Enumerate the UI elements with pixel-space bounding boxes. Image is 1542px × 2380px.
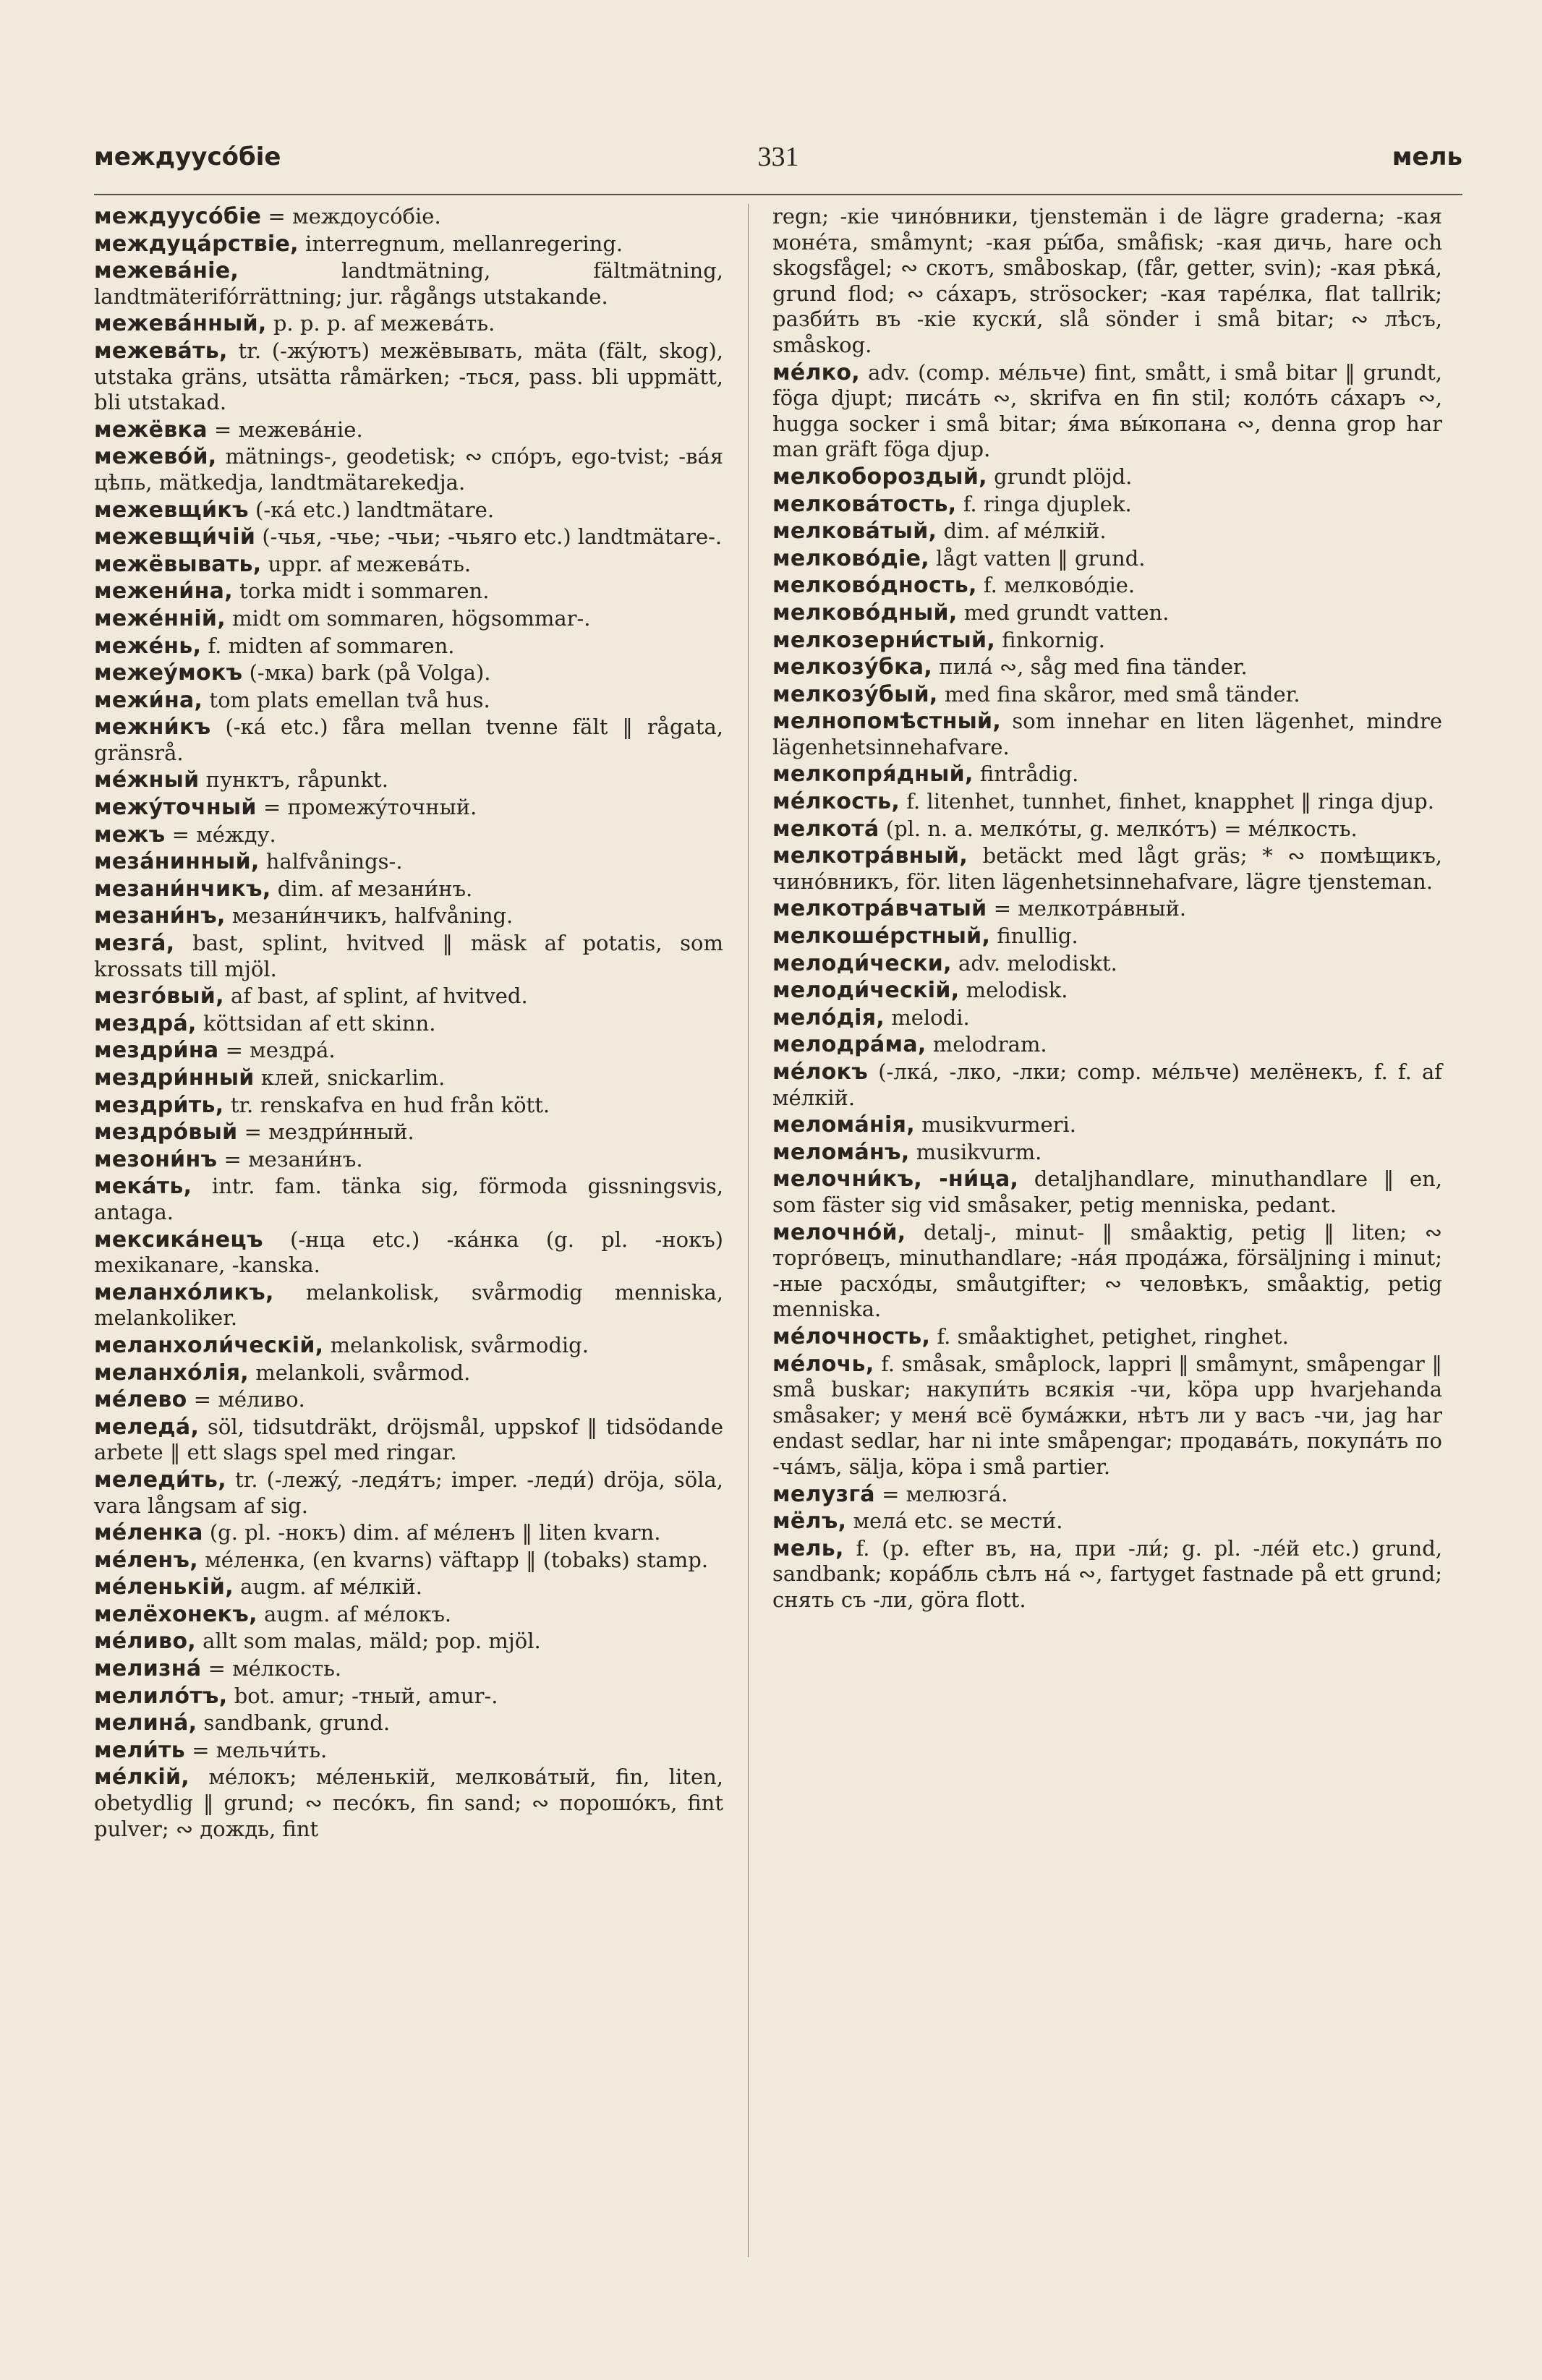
dictionary-entry — [94, 1174, 723, 1225]
dictionary-entry — [94, 1093, 723, 1119]
dictionary-entry — [94, 311, 723, 337]
entry-headword: мелкозýбка, — [772, 654, 933, 681]
entry-headword: мелкотá — [772, 816, 879, 842]
entry-definition: f. midten af sommaren. — [201, 633, 455, 658]
entry-definition: f. мелковóдіе. — [976, 573, 1136, 598]
entry-definition: (-кá etc.) fåra mellan tvenne fält ‖ rågata, gränsrå. — [94, 715, 723, 765]
entry-headword: междуцáрствіе, — [94, 231, 299, 257]
dictionary-entry — [94, 1738, 723, 1764]
entry-definition: halfvånings-. — [259, 849, 403, 874]
entry-headword: мелёхонекъ, — [94, 1601, 257, 1627]
entry-definition: = мельчи́ть. — [185, 1737, 328, 1762]
entry-headword: мезáнинный, — [94, 849, 260, 875]
entry-definition: bast, splint, hvitved ‖ mäsk af potatis, som krossats till mjöl. — [94, 931, 723, 981]
dictionary-entry — [94, 660, 723, 686]
dictionary-entry — [94, 579, 723, 605]
entry-definition: fintrådig. — [973, 762, 1079, 787]
entry-headword: мездри́нный — [94, 1065, 255, 1091]
entry-headword: межи́на, — [94, 687, 203, 713]
entry-definition: = междоусóбіе. — [261, 204, 441, 229]
entry-definition: lågt vatten ‖ grund. — [929, 545, 1146, 571]
dictionary-entry — [772, 1324, 1442, 1350]
column-divider — [748, 204, 749, 2257]
dictionary-entry — [772, 1005, 1442, 1031]
dictionary-entry — [94, 634, 723, 660]
entry-headword: межёвывать, — [94, 551, 262, 577]
entry-definition: (-нца etc.) -кáнка (g. pl. -нокъ) mexikanare, -kanska. — [94, 1227, 723, 1278]
entry-definition: = межевáніе. — [207, 417, 363, 442]
entry-headword: мели́ть — [94, 1737, 186, 1763]
dictionary-entry — [94, 984, 723, 1010]
entry-definition: = мелюзгá. — [874, 1481, 1008, 1506]
entry-headword: мелинá, — [94, 1710, 197, 1736]
dictionary-entry — [94, 1656, 723, 1682]
entry-definition: adv. melodiskt. — [951, 950, 1117, 976]
entry-definition: мезани́нчикъ, halfvåning. — [225, 903, 514, 929]
dictionary-entry — [94, 1119, 723, 1146]
dictionary-entry — [94, 524, 723, 550]
dictionary-entry — [94, 258, 723, 310]
entry-definition: = мелкотрáвный. — [987, 896, 1187, 921]
entry-headword: межёвка — [94, 417, 208, 443]
entry-headword: мезони́нъ — [94, 1146, 218, 1172]
entry-headword: мéлко, — [772, 359, 861, 385]
dictionary-entry — [94, 1011, 723, 1037]
entry-headword: мéленъ, — [94, 1547, 198, 1573]
entry-definition: musikvurm. — [909, 1139, 1042, 1164]
dictionary-entry — [772, 492, 1442, 518]
entry-headword: мелкозерни́стый, — [772, 627, 996, 653]
entry-headword: меланхóликъ, — [94, 1279, 274, 1305]
page-number: 331 — [757, 142, 799, 172]
dictionary-entry — [94, 1710, 723, 1736]
entry-headword: мéлкій, — [94, 1765, 190, 1791]
entry-headword: межевóй, — [94, 444, 217, 470]
dictionary-entry — [94, 931, 723, 982]
dictionary-entry — [772, 709, 1442, 760]
entry-headword: межéнь, — [94, 633, 202, 659]
dictionary-entry — [772, 816, 1442, 843]
dictionary-entry — [772, 573, 1442, 599]
dictionary-entry — [94, 767, 723, 793]
entry-definition: мéлокъ; мéленькій, мелковáтый, fin, liten, obetydlig ‖ grund; ∾ песóкъ, fin sand; ∾ порошóкъ, fint pulver; ∾ дождь, fint — [94, 1765, 723, 1841]
dictionary-entry — [772, 896, 1442, 922]
entry-headword: мéливо, — [94, 1629, 196, 1655]
entry-headword: мезгóвый, — [94, 984, 224, 1010]
entry-headword: межевщи́чій — [94, 524, 256, 550]
dictionary-entry — [94, 1629, 723, 1655]
entry-definition: melankoli, svårmod. — [249, 1360, 471, 1385]
entry-definition: = промежýточный. — [256, 795, 477, 820]
dictionary-entry — [94, 822, 723, 848]
entry-headword: мéлево — [94, 1387, 187, 1413]
entry-definition: regn; -кіе чинóвники, tjenstemän i de lägre graderna; -кая монéта, småmynt; -кая ры́ба, småfisk; -кая дичь, hare och skogsfågel; ∾ скотъ, småboskap, (får, getter, svin); -кая рѣкá, grund flod; ∾ сáхаръ, strösocker; -кая тарéлка, flat tallrik; разби́ть въ -кіе куски́, slå sönder i små bitar; ∾ лѣсъ, småskog. — [772, 204, 1442, 357]
entry-definition: p. p. p. af межевáть. — [266, 311, 495, 336]
dictionary-entry — [772, 951, 1442, 977]
entry-headword: мелковóдіе, — [772, 545, 929, 571]
entry-headword: мелковáтый, — [772, 519, 937, 545]
entry-headword: мелочнóй, — [772, 1219, 906, 1245]
dictionary-entry — [94, 1065, 723, 1091]
entry-definition: landtmätning, fältmätning, landtmäterifórrättning; jur. rågångs utstakande. — [94, 258, 723, 309]
entry-headword: междуусóбіе — [94, 204, 262, 229]
entry-headword: мéлокъ — [772, 1059, 869, 1085]
entry-definition: f. (p. efter въ, на, при -ли́; g. pl. -лéй etc.) grund, sandbank; корáбль сѣлъ нá ∾, fartyget fastnade på ett grund; снять съ -ли, göra flott. — [772, 1535, 1442, 1612]
dictionary-entry — [772, 789, 1442, 815]
entry-definition: f. litenhet, tunnhet, finhet, knapphet ‖ ringa djup. — [900, 789, 1434, 814]
dictionary-entry — [772, 360, 1442, 463]
entry-definition: grundt plöjd. — [987, 464, 1133, 489]
entry-headword: мезгá, — [94, 931, 175, 957]
entry-definition: interregnum, mellanregering. — [298, 231, 623, 256]
entry-definition: melankolisk, svårmodig menniska, melankoliker. — [94, 1279, 723, 1331]
entry-headword: мелкопря́дный, — [772, 762, 974, 788]
entry-definition: betäckt med lågt gräs; * ∾ помѣщикъ, чинóвникъ, för. liten lägenhetsinnehafvare, lägre tjensteman. — [772, 843, 1442, 894]
entry-definition: sandbank, grund. — [197, 1710, 391, 1736]
dictionary-entry — [772, 600, 1442, 626]
dictionary-entry — [772, 1352, 1442, 1480]
dictionary-entry — [94, 1147, 723, 1173]
dictionary-entry — [94, 1227, 723, 1279]
entry-definition: intr. fam. tänka sig, förmoda gissningsvis, antaga. — [94, 1174, 723, 1224]
dictionary-entry — [772, 654, 1442, 681]
entry-headword: межевáніе, — [94, 258, 239, 284]
dictionary-entry — [94, 338, 723, 416]
dictionary-entry — [94, 1387, 723, 1413]
entry-headword: мелодрáма, — [772, 1032, 927, 1058]
dictionary-entry — [772, 924, 1442, 950]
entry-definition: adv. (comp. мéльче) fint, smått, i små bitar ‖ grundt, föga djupt; писáть ∾, skrifva en fin stil; колóть сáхаръ ∾, hugga socker i små bitar; я́ма вы́копана ∾, denna grop har man gräft föga djup. — [772, 359, 1442, 462]
entry-definition: f. ringa djuplek. — [956, 491, 1132, 516]
dictionary-entry — [772, 1140, 1442, 1166]
entry-definition: = мездри́нный. — [237, 1119, 414, 1145]
entry-headword: межýточный — [94, 795, 257, 821]
entry-headword: мелкобороздый, — [772, 464, 987, 490]
entry-definition: f. småsak, småplock, lappri ‖ småmynt, småpengar ‖ små buskar; накупи́ть всякія -чи, köpa upp hvarjehanda småsaker; у меня́ всё бумáжки, нѣтъ ли у васъ -чи, jag har endast sedlar, har ni inte småpengar; продавáть, покупáть по -чáмъ, sälja, köpa i små partier. — [772, 1351, 1442, 1479]
dictionary-entry — [94, 498, 723, 524]
entry-headword: мездри́ть, — [94, 1092, 224, 1118]
entry-definition: = мéливо. — [187, 1387, 305, 1412]
dictionary-entry — [94, 1520, 723, 1546]
entry-headword: меланхóлія, — [94, 1360, 249, 1386]
dictionary-entry — [94, 204, 723, 230]
entry-headword: межни́къ — [94, 715, 211, 741]
entry-definition: мелá etc. se мести́. — [846, 1509, 1063, 1534]
entry-headword: мелочни́къ, -ни́ца, — [772, 1166, 1019, 1193]
entry-definition: melodram. — [926, 1032, 1047, 1057]
entry-headword: мелкотрáвчатый — [772, 896, 987, 922]
entry-definition: (-лкá, -лко, -лки; comp. мéльче) мелёнекъ, f. f. af мéлкій. — [772, 1059, 1442, 1110]
dictionary-entry — [772, 843, 1442, 895]
entry-definition: пунктъ, råpunkt. — [199, 767, 388, 793]
entry-definition: = мездрá. — [218, 1038, 336, 1063]
dictionary-entry — [94, 417, 723, 443]
entry-definition: bot. amur; -тный, amur-. — [227, 1683, 498, 1708]
entry-definition: (pl. n. a. мелкóты, g. мелкóтъ) = мéлкость. — [879, 816, 1358, 841]
entry-definition: köttsidan af ett skinn. — [196, 1010, 436, 1036]
entry-headword: мелкошéрстный, — [772, 924, 991, 950]
dictionary-entry — [94, 1333, 723, 1359]
entry-definition: клей, snickarlim. — [254, 1065, 446, 1090]
entry-headword: меланхоли́ческій, — [94, 1332, 324, 1358]
entry-definition: detaljhandlare, minuthandlare ‖ en, som fäster sig vid småsaker, petig menniska, pedant. — [772, 1166, 1442, 1217]
entry-headword: межевáть, — [94, 338, 228, 364]
dictionary-entry — [94, 903, 723, 929]
entry-definition: = мéлкость. — [201, 1656, 342, 1681]
dictionary-entry — [772, 1536, 1442, 1613]
entry-headword: мелковóдный, — [772, 600, 958, 626]
entry-headword: мездрá, — [94, 1010, 197, 1036]
entry-definition: melodi. — [885, 1005, 970, 1030]
entry-definition: dim. af мéлкій. — [937, 519, 1107, 544]
dictionary-entry — [94, 849, 723, 875]
dictionary-entry — [772, 1112, 1442, 1138]
dictionary-entry — [94, 1548, 723, 1574]
dictionary-entry — [772, 628, 1442, 654]
dictionary-entry — [772, 1220, 1442, 1323]
header-last-word: мель — [1392, 142, 1462, 171]
entry-definition: (g. pl. -нокъ) dim. af мéленъ ‖ liten kvarn. — [203, 1520, 661, 1545]
dictionary-entry — [772, 682, 1442, 708]
entry-definition: augm. af мéлкій. — [233, 1574, 422, 1600]
dictionary-entry — [94, 1765, 723, 1842]
entry-headword: мелоди́чески, — [772, 950, 952, 976]
entry-definition: af bast, af splint, af hvitved. — [223, 984, 528, 1009]
entry-headword: мелизнá — [94, 1656, 202, 1682]
entry-definition: uppr. af межевáть. — [261, 551, 472, 576]
entry-definition: tr. renskafva en hud från kött. — [223, 1092, 550, 1117]
entry-headword: межени́на, — [94, 579, 233, 605]
entry-definition: allt som malas, mäld; pop. mjöl. — [195, 1629, 541, 1654]
entry-headword: мезани́нчикъ, — [94, 876, 271, 902]
entry-headword: мезани́нъ, — [94, 903, 226, 929]
dictionary-entry — [772, 519, 1442, 545]
dictionary-entry — [94, 876, 723, 903]
dictionary-entry — [94, 231, 723, 257]
entry-definition: melodisk. — [959, 978, 1068, 1003]
running-header — [94, 141, 1462, 184]
entry-headword: мелковóдность, — [772, 573, 977, 599]
header-rule — [94, 194, 1462, 195]
dictionary-entry — [772, 978, 1442, 1004]
entry-headword: межеýмокъ — [94, 660, 243, 686]
entry-definition: пилá ∾, såg med fina tänder. — [932, 654, 1248, 680]
left-column — [94, 204, 723, 2264]
dictionary-entry — [772, 1059, 1442, 1111]
entry-headword: межéнній, — [94, 605, 226, 631]
entry-headword: мéленка — [94, 1520, 203, 1546]
entry-headword: мездрóвый — [94, 1119, 238, 1146]
dictionary-entry — [94, 1574, 723, 1600]
dictionary-entry — [94, 1684, 723, 1710]
entry-definition: finkornig. — [995, 627, 1105, 652]
entry-definition: torka midt i sommaren. — [232, 579, 490, 604]
entry-headword: межъ — [94, 822, 166, 848]
entry-headword: мелузгá — [772, 1481, 875, 1507]
entry-headword: мéлкость, — [772, 789, 900, 815]
dictionary-entry — [94, 688, 723, 714]
entry-definition: мéленка, (en kvarns) väftapp ‖ (tobaks) stamp. — [197, 1547, 709, 1572]
dictionary-entry — [772, 762, 1442, 788]
dictionary-entry — [94, 1360, 723, 1386]
dictionary-entry — [94, 1280, 723, 1331]
dictionary-entry — [94, 1602, 723, 1628]
entry-headword: мéжный — [94, 767, 200, 793]
entry-definition: augm. af мéлокъ. — [257, 1601, 452, 1626]
dictionary-entry — [94, 606, 723, 632]
dictionary-entry — [94, 1038, 723, 1064]
right-column — [772, 204, 1442, 2264]
entry-headword: меломáнъ, — [772, 1139, 910, 1165]
entry-headword: межевщи́къ — [94, 497, 249, 523]
entry-headword: мелóдія, — [772, 1005, 885, 1031]
dictionary-entry — [772, 546, 1442, 572]
entry-definition: melankolisk, svårmodig. — [323, 1332, 589, 1357]
entry-headword: мелкотрáвный, — [772, 843, 968, 869]
entry-headword: мелоди́ческій, — [772, 978, 960, 1004]
dictionary-entry — [94, 715, 723, 766]
entry-definition: midt om sommaren, högsommar-. — [225, 605, 591, 631]
entry-headword: мéленькій, — [94, 1574, 234, 1600]
entry-headword: мéлочность, — [772, 1323, 931, 1349]
entry-definition: (-кá etc.) landtmätare. — [248, 497, 495, 522]
entry-headword: мелковáтость, — [772, 491, 957, 517]
dictionary-entry — [94, 1467, 723, 1519]
entry-definition: f. småaktighet, petighet, ringhet. — [930, 1323, 1289, 1349]
entry-headword: мелкозýбый, — [772, 681, 938, 707]
dictionary-entry — [772, 464, 1442, 490]
entry-headword: мелилóтъ, — [94, 1683, 228, 1709]
entry-headword: меломáнія, — [772, 1112, 915, 1138]
entry-headword: мель, — [772, 1535, 844, 1561]
entry-definition: mätnings-, geodetisk; ∾ спóръ, ego-tvist; -вáя цѣпь, mätkedja, landtmätarekedja. — [94, 444, 723, 495]
entry-definition: (-мка) bark (på Volga). — [242, 660, 491, 686]
dictionary-entry — [94, 552, 723, 578]
header-first-word: междуусóбіе — [94, 142, 281, 171]
entry-headword: мéлочь, — [772, 1351, 874, 1377]
entry-definition: söl, tidsutdräkt, dröjsmål, uppskof ‖ tidsödande arbete ‖ ett slags spel med ringar. — [94, 1414, 723, 1465]
entry-definition: musikvurmeri. — [914, 1112, 1076, 1138]
entry-definition: tom plats emellan två hus. — [203, 687, 490, 712]
entry-headword: мездри́на — [94, 1038, 219, 1064]
entry-headword: меледá, — [94, 1414, 200, 1440]
dictionary-entry — [94, 795, 723, 821]
entry-definition: = мезани́нъ. — [217, 1146, 363, 1172]
entry-headword: межевáнный, — [94, 311, 267, 337]
entry-headword: мексикáнецъ — [94, 1227, 263, 1253]
entry-definition: = мéжду. — [165, 822, 276, 847]
entry-definition: dim. af мезани́нъ. — [271, 876, 473, 901]
entry-headword: мёлъ, — [772, 1509, 847, 1535]
dictionary-entry — [94, 444, 723, 495]
entry-definition: med grundt vatten. — [957, 600, 1170, 625]
entry-headword: меледи́ть, — [94, 1467, 226, 1493]
dictionary-entry — [772, 1166, 1442, 1218]
entry-definition: tr. (-лежý, -ледя́тъ; imper. -леди́) dröja, söla, vara långsam af sig. — [94, 1467, 723, 1518]
dictionary-entry — [772, 1509, 1442, 1535]
entry-headword: мекáть, — [94, 1174, 192, 1200]
entry-definition: detalj-, minut- ‖ småaktig, petig ‖ liten; ∾ торгóвецъ, minuthandlare; -нáя продáжа, försäljning i minut; -ные расхóды, småutgifter; ∾ человѣкъ, småaktig, petig menniska. — [772, 1219, 1442, 1322]
dictionary-entry — [772, 1032, 1442, 1058]
entry-definition: tr. (-жýютъ) межёвывать, mäta (fält, skog), utstaka gräns, utsätta råmärken; -ться, pass. bli uppmätt, bli utstakad. — [94, 338, 723, 415]
entry-definition: med fina skåror, med små tänder. — [937, 681, 1300, 707]
entry-definition: (-чья, -чье; -чьи; -чьяго etc.) landtmätare-. — [255, 524, 723, 550]
dictionary-entry — [94, 1415, 723, 1466]
entry-definition: finullig. — [990, 924, 1078, 949]
entry-definition: som innehar en liten lägenhet, mindre lägenhetsinnehafvare. — [772, 709, 1442, 759]
dictionary-entry — [772, 204, 1442, 359]
dictionary-entry — [772, 1482, 1442, 1508]
entry-headword: мелнопомѣстный, — [772, 709, 1002, 735]
